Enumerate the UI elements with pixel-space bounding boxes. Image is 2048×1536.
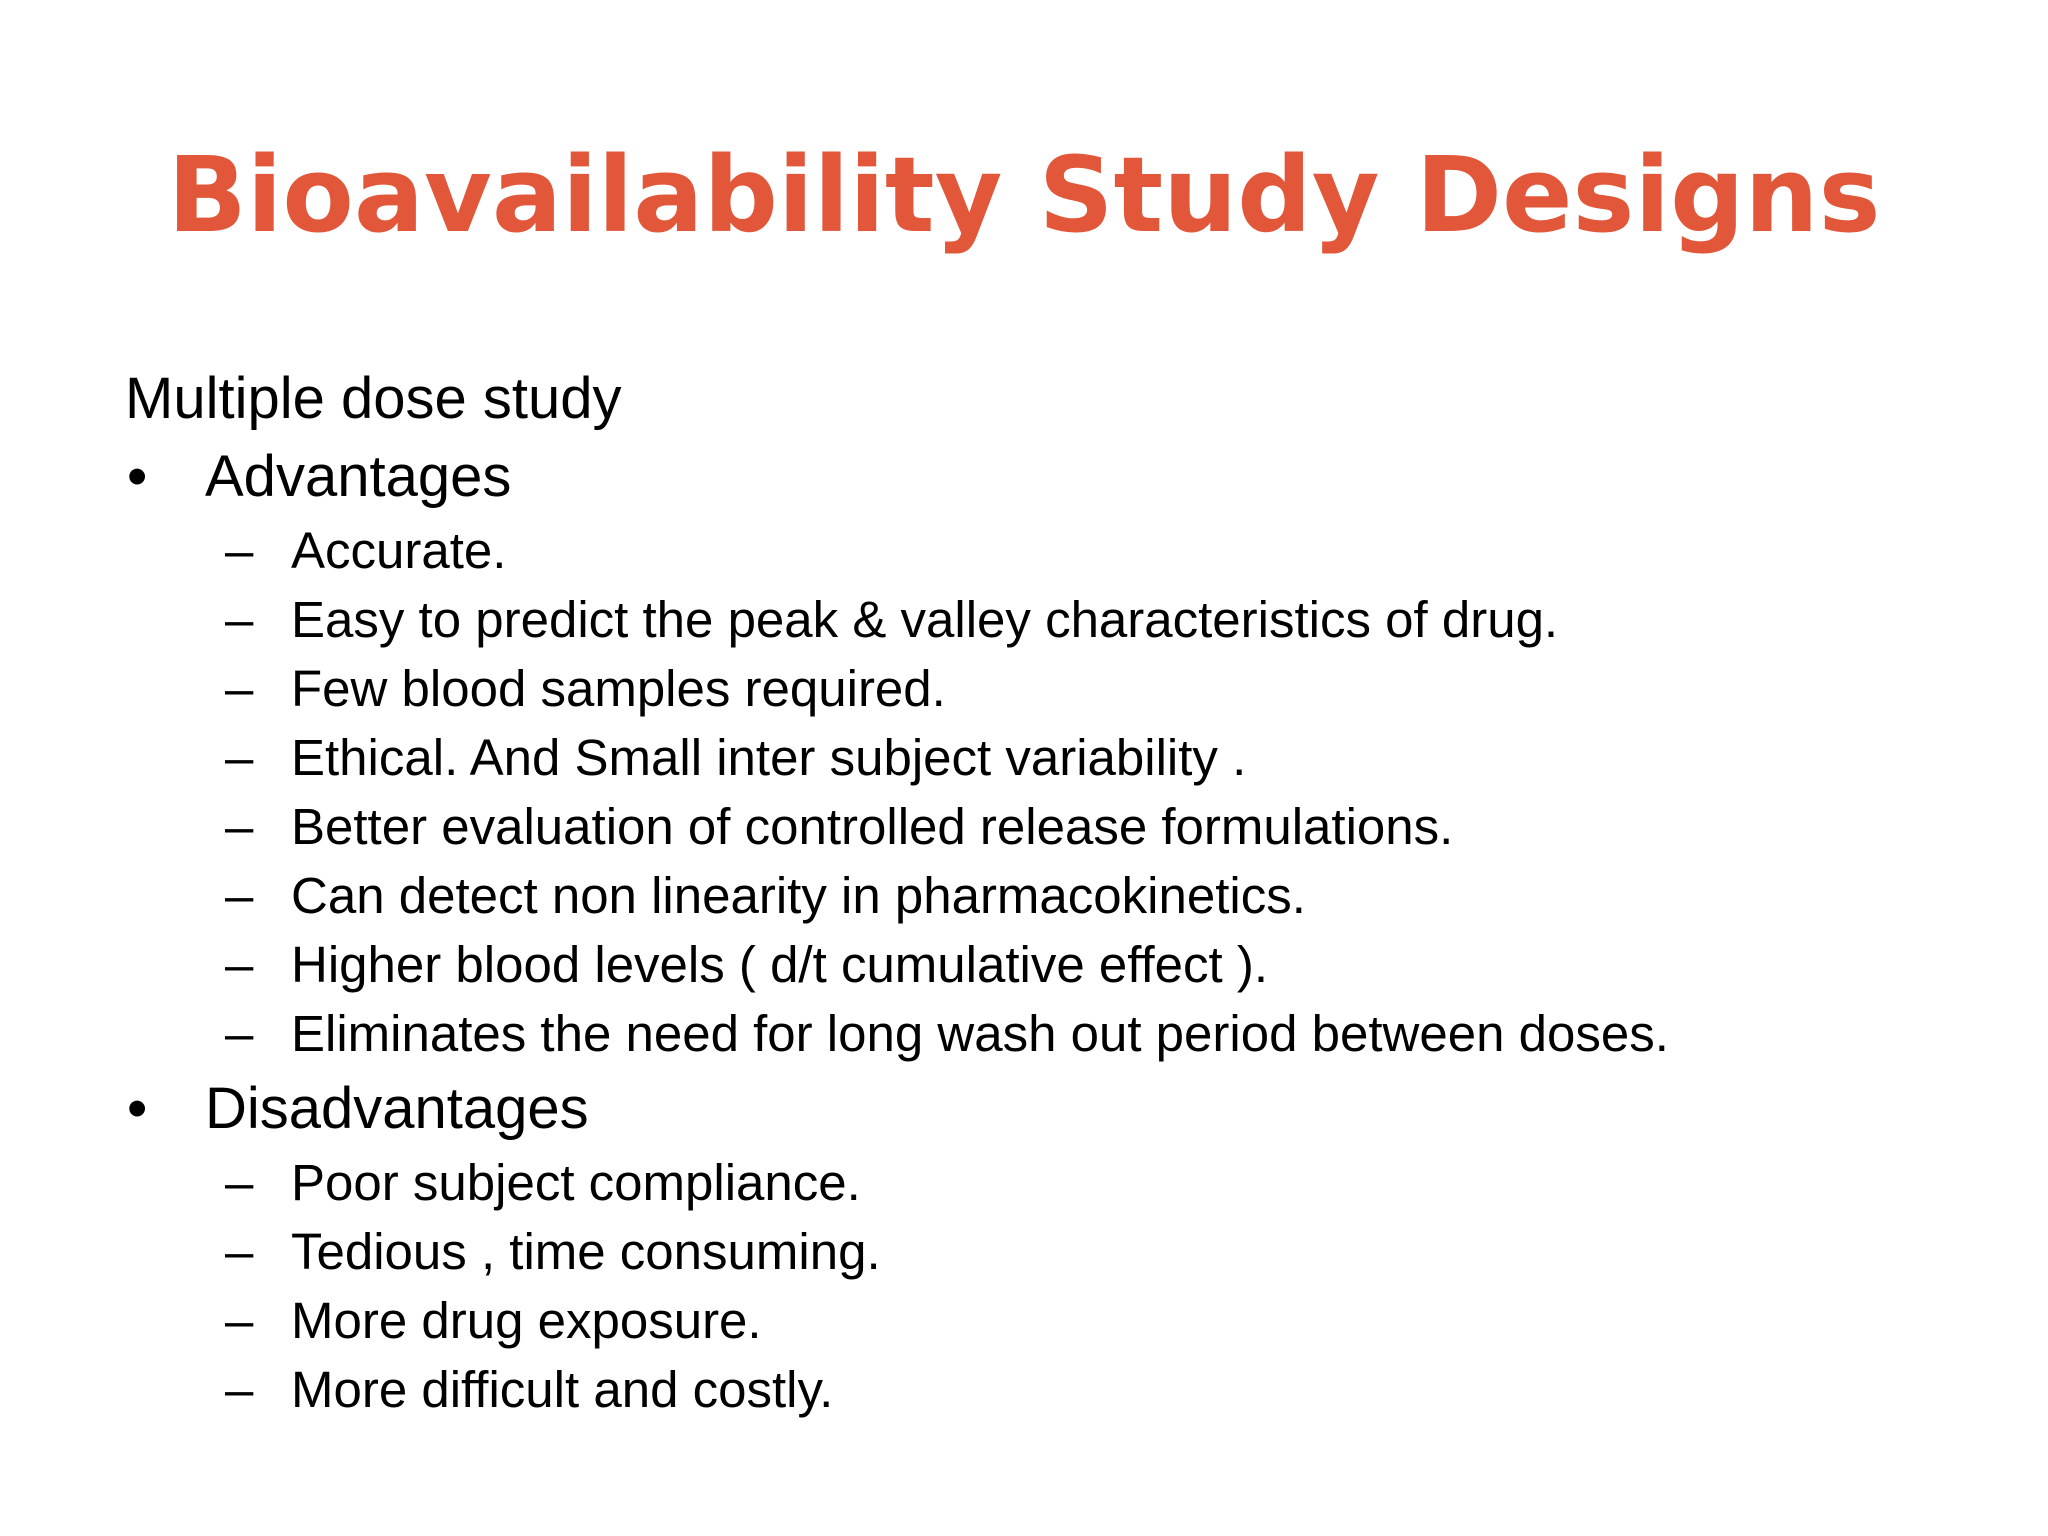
dash-icon: –	[225, 660, 254, 717]
dash-icon: –	[225, 798, 254, 855]
advantages-heading: Advantages	[205, 444, 512, 509]
intro-text: Multiple dose study	[125, 366, 622, 431]
disadvantages-heading-row	[125, 1070, 2005, 1148]
dash-icon: –	[225, 1292, 254, 1349]
list-item-text: More difficult and costly.	[291, 1361, 834, 1418]
dash-icon: –	[225, 936, 254, 993]
advantages-heading-row	[125, 438, 2005, 516]
dash-icon: –	[225, 591, 254, 648]
disadvantages-list	[125, 1148, 2005, 1424]
dash-icon: –	[225, 729, 254, 786]
list-item-text: Easy to predict the peak & valley characteristics of drug.	[291, 591, 1559, 648]
list-item-text: Accurate.	[291, 522, 507, 579]
list-item	[125, 1217, 2005, 1286]
list-item-text: Better evaluation of controlled release formulations.	[291, 798, 1454, 855]
dash-icon: –	[225, 867, 254, 924]
list-item	[125, 1355, 2005, 1424]
list-item-text: Ethical. And Small inter subject variability .	[291, 729, 1247, 786]
list-item	[125, 861, 2005, 930]
list-item-text: More drug exposure.	[291, 1292, 762, 1349]
list-item	[125, 516, 2005, 585]
list-item	[125, 1286, 2005, 1355]
bullet-icon: •	[127, 444, 148, 509]
bullet-icon: •	[127, 1076, 148, 1141]
list-item	[125, 585, 2005, 654]
dash-icon: –	[225, 522, 254, 579]
dash-icon: –	[225, 1223, 254, 1280]
dash-icon: –	[225, 1154, 254, 1211]
list-item-text: Eliminates the need for long wash out period between doses.	[291, 1005, 1669, 1062]
disadvantages-section	[125, 1070, 2005, 1424]
slide-title: Bioavailability Study Designs	[167, 134, 1881, 256]
dash-icon: –	[225, 1005, 254, 1062]
list-item-text: Poor subject compliance.	[291, 1154, 861, 1211]
advantages-list	[125, 516, 2005, 1068]
disadvantages-heading: Disadvantages	[205, 1076, 589, 1141]
advantages-section	[125, 438, 2005, 1068]
slide-content	[125, 360, 2005, 1424]
list-item	[125, 999, 2005, 1068]
dash-icon: –	[225, 1361, 254, 1418]
list-item	[125, 1148, 2005, 1217]
list-item-text: Few blood samples required.	[291, 660, 946, 717]
list-item-text: Tedious , time consuming.	[291, 1223, 881, 1280]
list-item	[125, 930, 2005, 999]
list-item	[125, 654, 2005, 723]
list-item	[125, 723, 2005, 792]
list-item	[125, 792, 2005, 861]
list-item-text: Can detect non linearity in pharmacokinetics.	[291, 867, 1306, 924]
list-item-text: Higher blood levels ( d/t cumulative effect ).	[291, 936, 1269, 993]
